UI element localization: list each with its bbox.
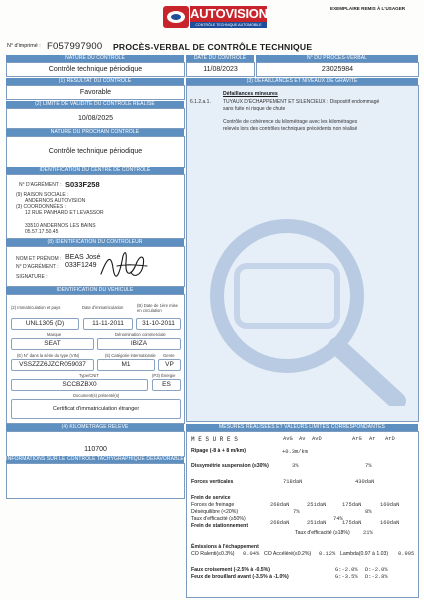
pince-g: G:-2.0% [335, 567, 358, 573]
print-number: F057997900 [47, 41, 103, 52]
vin-label: (E) N° dans la série du type (VIN) [17, 353, 80, 358]
centre-address-line1: 12 RUE PANHARD ET LEVASSOR [25, 210, 104, 216]
pv-value: 23025984 [321, 66, 354, 73]
docs-label: Document(s) présenté(s) [73, 393, 120, 398]
ripage-label: Ripage (-8 à + 8 m/km) [191, 448, 246, 454]
controller-approval-label: N° D'AGRÉMENT : [16, 264, 59, 270]
logo-wordmark: AUTOVISION [190, 6, 268, 21]
category-value: M1 [97, 359, 155, 371]
centre-approval-label: N° D'AGRÉMENT : [19, 182, 62, 188]
vehicle-box [6, 294, 185, 424]
col-avd: AvD [312, 436, 322, 442]
pv-header: N° DU PROCÈS-VERBAL [256, 55, 418, 62]
ripage-value: +0.3m/km [282, 449, 308, 455]
type-value: SCCBZBX0 [11, 379, 148, 391]
dissym-av: 3% [292, 463, 299, 469]
measures-box [186, 431, 419, 598]
deseq-label: Déséquilibre (<20%) [191, 509, 239, 515]
taux-eff-label: Taux d'efficacité (≥50%) [191, 516, 246, 522]
centre-box [6, 174, 185, 239]
type-label: Type/CNIT [79, 373, 100, 378]
co-accel-value: 0.12% [319, 551, 336, 557]
first-reg-value: 31-10-2011 [136, 318, 181, 330]
forces-freinage-label: Forces de freinage [191, 502, 235, 508]
tachy-header: INFORMATIONS SUR LE CONTRÔLE TACHYGRAPHIQUE DÉFAVORABLE [6, 456, 184, 462]
controller-name-value: BEAS José [65, 254, 101, 261]
reg-date-value: 11-11-2011 [83, 318, 133, 330]
defect-note1: Contrôle de cohérence du kilométrage avec les kilométrages [223, 119, 358, 125]
deseq-av: 7% [293, 509, 300, 515]
energy-label: (P3) Énergie [152, 373, 176, 378]
vehicle-header: IDENTIFICATION DU VÉHICULE [6, 287, 184, 294]
emissions-label: Émissions à l'échappement [191, 544, 259, 550]
defect-line2: sans fuite ni risque de chute [223, 106, 286, 112]
logo-emblem-icon [163, 6, 189, 28]
fs-ard: 160daN [380, 502, 400, 508]
genre-label: Genre [163, 353, 175, 358]
plate-label: (2) Immatriculation et pays [11, 305, 61, 310]
copy-label: EXEMPLAIRE REMIS À L'USAGER [330, 6, 406, 11]
tachy-box [6, 463, 185, 499]
defect-note2: relevés lors des contrôles techniques précédents non réalisé [223, 126, 358, 132]
brouillard-g: G:-3.5% [335, 574, 358, 580]
result-box [6, 85, 185, 100]
dissym-label: Dissymétrie suspension (≤30%) [191, 463, 269, 469]
forces-av: 718daN [283, 479, 303, 485]
controller-signature-label: SIGNATURE : [16, 274, 48, 280]
col-ard: ArD [385, 436, 395, 442]
mileage-value: 110700 [84, 446, 107, 453]
date-value: 11/08/2023 [203, 66, 238, 73]
defect-line1: TUYAUX D'ÉCHAPPEMENT ET SILENCIEUX : Dispositif endommagé [223, 99, 380, 105]
lambda-label: Lambda(0.97 à 1.03) [340, 551, 389, 557]
fs-avg: 268daN [270, 502, 290, 508]
defect-code: 6.1.2.a.1. [190, 99, 211, 105]
plate-value: UNL1305 (D) [11, 318, 79, 330]
date-header: DATE DU CONTRÔLE [186, 55, 254, 62]
pince-label: Faux croisement (-2.5% à -0.5%) [191, 567, 270, 573]
col-arg: ArG [352, 436, 362, 442]
date-box [186, 62, 255, 77]
defects-header: (3) DÉFAILLANCES ET NIVEAUX DE GRAVITÉ [186, 78, 418, 85]
fst-avd: 251daN [307, 520, 327, 526]
centre-company-label: (9) RAISON SOCIALE : [16, 192, 69, 198]
document-value: Certificat d'immatriculation étranger [11, 399, 181, 419]
reg-date-label: Date d'immatriculation [82, 305, 124, 310]
fst-arg: 175daN [342, 520, 362, 526]
print-number-label: N° d'imprimé : [7, 43, 41, 49]
fs-avd: 251daN [307, 502, 327, 508]
controller-name-label: NOM ET PRÉNOM : [16, 256, 62, 262]
nature-header: NATURE DU CONTRÔLE [6, 55, 184, 62]
co-accel-label: CO Accéléré(≤0.2%) [264, 551, 312, 557]
measures-title: M E S U R E S [191, 436, 238, 443]
pince-d: D:-2.0% [365, 567, 388, 573]
watermark-emblem-icon [197, 196, 407, 406]
co-ralenti-label: CO Ralenti(≤0.3%) [191, 551, 235, 557]
col-ar: Ar [369, 436, 376, 442]
co-ralenti-value: 0.04% [243, 551, 260, 557]
signature-graphic [97, 248, 157, 284]
fst-avg: 268daN [270, 520, 290, 526]
centre-address-line2: 33510 ANDERNOS LES BAINS [25, 223, 96, 229]
make-label: Marque [47, 332, 62, 337]
next-value: Contrôle technique périodique [48, 148, 143, 155]
lambda-value: 0.995 [398, 551, 415, 557]
energy-value: ES [152, 379, 181, 391]
limit-value: 10/08/2025 [77, 115, 114, 122]
limit-box [6, 108, 185, 129]
centre-approval-value: S033F258 [65, 180, 100, 189]
dissym-ar: 7% [365, 463, 372, 469]
next-header: NATURE DU PROCHAIN CONTRÔLE [6, 129, 184, 136]
frein-service-label: Frein de service [191, 495, 231, 501]
fst-taux-label: Taux d'efficacité (≥18%) [295, 530, 350, 536]
taux-eff-value: 74% [333, 516, 343, 522]
category-label: (5) Catégorie internationale [105, 353, 156, 358]
vin-value: VSSZZZ6JZCR059037 [11, 359, 94, 371]
limit-header: (2) LIMITE DE VALIDITÉ DU CONTRÔLE RÉALISÉ [6, 101, 184, 108]
result-header: (1) RÉSULTAT DU CONTRÔLE [6, 78, 184, 85]
next-box [6, 136, 185, 168]
forces-label: Forces verticales [191, 479, 234, 485]
logo-tagline: CONTRÔLE TECHNIQUE AUTOMOBILE [190, 22, 267, 28]
defects-panel [186, 85, 419, 422]
first-reg-label: (B) Date de 1ère mise en circulation [137, 303, 178, 313]
centre-phone: 05.57.17.50.45 [25, 229, 59, 235]
pv-box [256, 62, 419, 77]
fst-taux-value: 21% [363, 530, 373, 536]
deseq-ar: 8% [365, 509, 372, 515]
autovision-logo [163, 4, 267, 32]
centre-company-value: ANDERNOS AUTOVISION [25, 198, 86, 204]
controller-approval-value: 033F1249 [65, 262, 97, 269]
mileage-header: (4) KILOMÉTRAGE RELEVÉ [6, 424, 184, 431]
fs-arg: 175daN [342, 502, 362, 508]
brouillard-label: Feux de brouillard avant (-3.5% à -1.0%) [191, 574, 289, 580]
col-av: Av [299, 436, 306, 442]
controller-box [6, 246, 185, 287]
page-title: PROCÈS-VERBAL DE CONTRÔLE TECHNIQUE [113, 42, 313, 52]
model-value: IBIZA [97, 338, 181, 350]
controller-header: (8) IDENTIFICATION DU CONTRÔLEUR [6, 239, 184, 246]
brouillard-d: D:-2.8% [365, 574, 388, 580]
genre-value: VP [158, 359, 181, 371]
forces-ar: 430daN [355, 479, 375, 485]
col-avg: AvG [283, 436, 293, 442]
make-value: SEAT [11, 338, 94, 350]
nature-value: Contrôle technique périodique [48, 66, 143, 73]
centre-address-label: (3) COORDONNÉES : [16, 204, 67, 210]
model-label: Dénomination commerciale [115, 332, 166, 337]
defect-category: Défaillances mineures [223, 91, 278, 97]
centre-header: IDENTIFICATION DU CENTRE DE CONTRÔLE [6, 167, 184, 174]
frein-station-label: Frein de stationnement [191, 523, 249, 529]
nature-box [6, 62, 185, 77]
mileage-box [6, 431, 185, 457]
result-value: Favorable [79, 89, 112, 96]
measures-header: MESURES RÉALISÉES ET VALEURS LIMITES CORRESPONDANTES [186, 424, 418, 431]
fst-ard: 160daN [380, 520, 400, 526]
